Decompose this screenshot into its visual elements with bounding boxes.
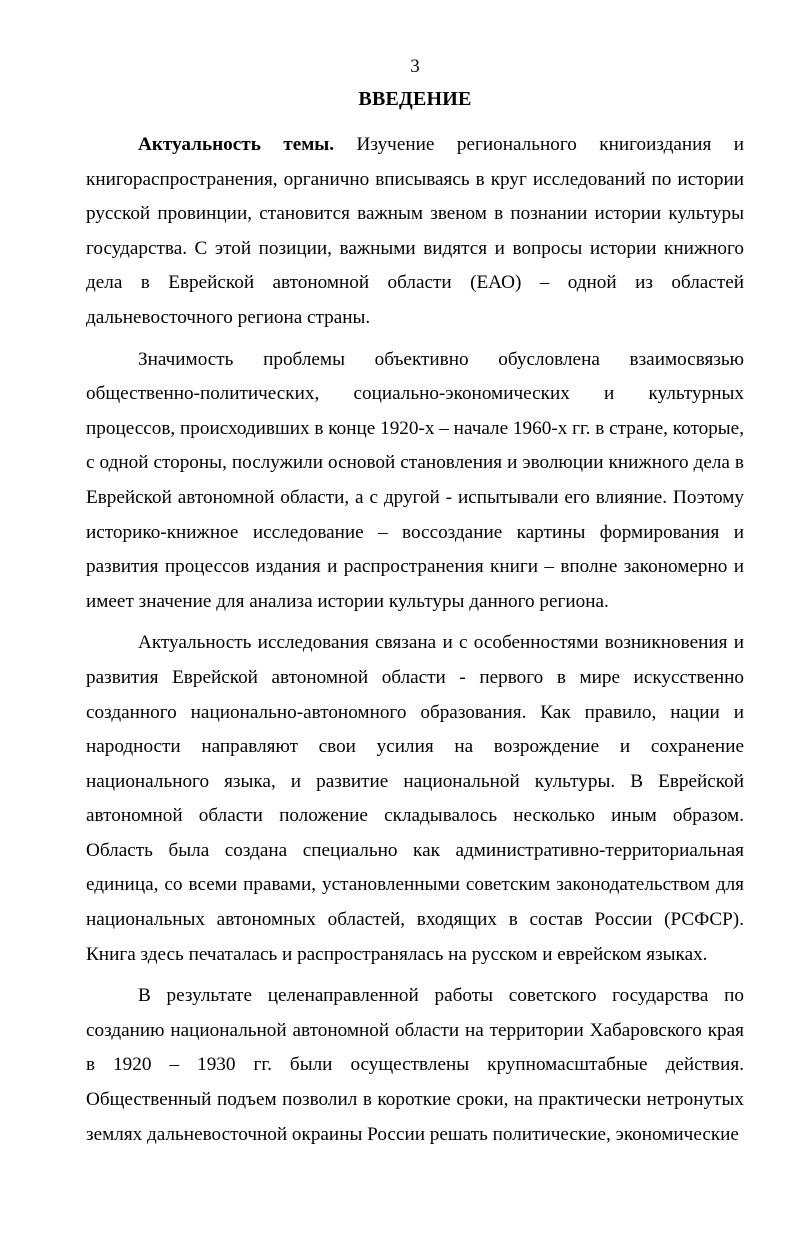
paragraph-significance: [86, 343, 744, 620]
section-heading: ВВЕДЕНИЕ: [358, 88, 472, 110]
paragraph-text: Актуальность исследования связана и с особенностями возникновения и развития Еврейской автономной области - первого в мире искусственно созданного национально-автономного образования. Как правило, нации и народности направляют свои усилия на возрождение и сохранение национального языка, и развитие национальной культуры. В Еврейской автономной области положение складывалось несколько иным образом. Область была создана специально как административно-территориальная единица, со всеми правами, установленными советским законодательством для национальных автономных областей, входящих в состав России (РСФСР). Книга здесь печаталась и распространялась на русском и еврейском языках.: [86, 632, 744, 965]
body-text: [86, 128, 744, 1159]
paragraph-text: Значимость проблемы объективно обусловлена взаимосвязью общественно-политических, социально-экономических и культурных процессов, происходивших в конце 1920-х – начале 1960-х гг. в стране, которые, с одной стороны, послужили основой становления и эволюции книжного дела в Еврейской автономной области, а с другой - испытывали его влияние. Поэтому историко-книжное исследование – воссоздание картины формирования и развития процессов издания и распространения книги – вполне закономерно и имеет значение для анализа истории культуры данного региона.: [86, 348, 744, 612]
paragraph-text: В результате целенаправленной работы советского государства по созданию национальной автономной области на территории Хабаровского края в 1920 – 1930 гг. были осуществлены крупномасштабные действия. Общественный подъем позволил в короткие сроки, на практически нетронутых землях дальневосточной окраины России решать политические, экономические: [86, 985, 744, 1145]
page-number: 3: [410, 56, 420, 77]
paragraph-text: Изучение регионального книгоиздания и книгораспространения, органично вписываясь в круг исследований по истории русской провинции, становится важным звеном в познании истории культуры государства. С этой позиции, важными видятся и вопросы истории книжного дела в Еврейской автономной области (ЕАО) – одной из областей дальневосточного региона страны.: [86, 134, 744, 328]
paragraph-state-policy: [86, 979, 744, 1152]
paragraph-region-features: [86, 626, 744, 972]
paragraph-relevance: [86, 128, 744, 336]
paragraph-lead: Актуальность темы.: [138, 134, 335, 155]
